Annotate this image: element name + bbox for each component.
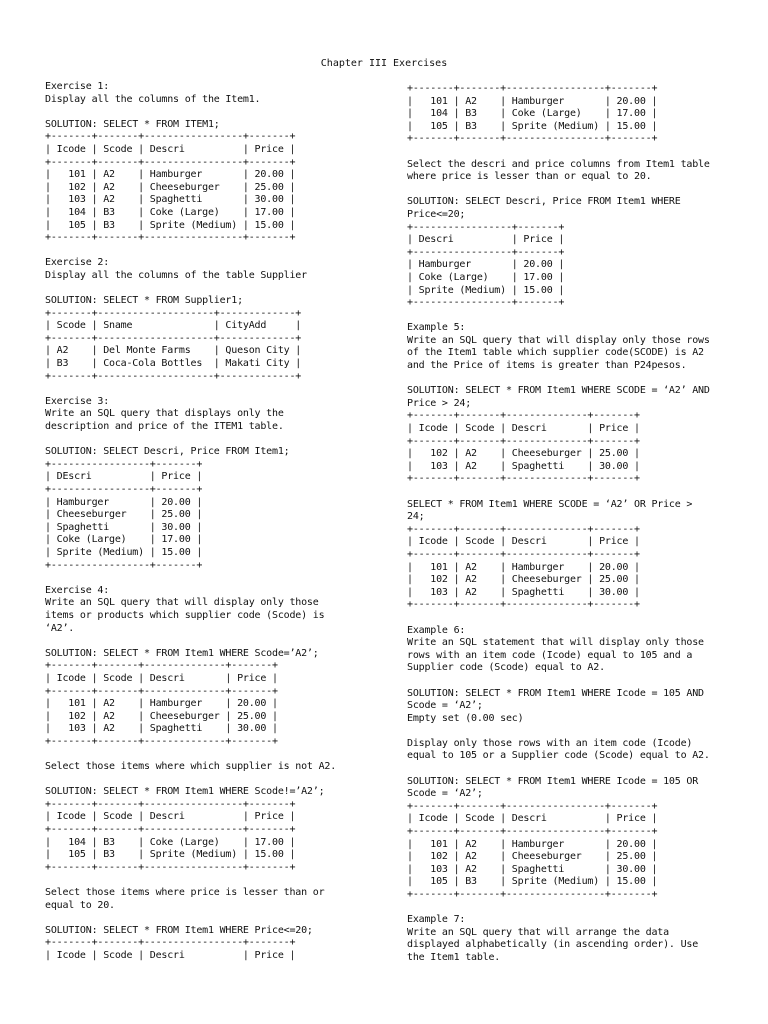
page-title: Chapter III Exercises [320, 58, 448, 69]
right-column-text: +-------+-------+-----------------+-------+ | 101 | A2 | Hamburger | 20.00 | | 104 | B3 | Coke (Large) | 17.00 | | 105 | B3 | Sprite (Medium) | 15.00 | +-------+-------+-----------------+-------+ Select the descri and price columns from Item1 table where price is lesser than or equal to 20. SOLUTION: SELECT Descri, Price FROM Item1 WHERE Price<=20; +-----------------+-------+ | Descri | Price | +-----------------+-------+ | Hamburger | 20.00 | | Coke (Large) | 17.00 | | Sprite (Medium) | 15.00 | +-----------------+-------+ Example 5: Write an SQL query that will display only those rows of the Item1 table which supplier code(SCODE) is A2 and the Price of items is greater than P24pesos. SOLUTION: SELECT * FROM Item1 WHERE SCODE = ‘A2’ AND Price > 24; +-------+-------+--------------+-------+ | Icode | Scode | Descri | Price | +-------+-------+--------------+-------+ | 102 | A2 | Cheeseburger | 25.00 | | 103 | A2 | Spaghetti | 30.00 | +-------+-------+--------------+-------+ SELECT * FROM Item1 WHERE SCODE = ‘A2’ OR Price > 24; +-------+-------+--------------+-------+ | Icode | Scode | Descri | Price | +-------+-------+--------------+-------+ | 101 | A2 | Hamburger | 20.00 | | 102 | A2 | Cheeseburger | 25.00 | | 103 | A2 | Spaghetti | 30.00 | +-------+-------+--------------+-------+ Example 6: Write an SQL statement that will display only those rows with an item code (Icode) equal to 105 and a Supplier code (Scode) equal to A2. SOLUTION: SELECT * FROM Item1 WHERE Icode = 105 AND Scode = ‘A2’; Empty set (0.00 sec) Display only those rows with an item code (Icode) equal to 105 or a Supplier code (Scode) equal to A2. SOLUTION: SELECT * FROM Item1 WHERE Icode = 105 OR Scode = ‘A2’; +-------+-------+-----------------+-------+ | Icode | Scode | Descri | Price | +-------+-------+-----------------+-------+ | 101 | A2 | Hamburger | 20.00 | | 102 | A2 | Cheeseburger | 25.00 | | 103 | A2 | Spaghetti | 30.00 | | 105 | B3 | Sprite (Medium) | 15.00 | +-------+-------+-----------------+-------+ Example 7: Write an SQL query that will arrange the data displayed alphabetically (in ascending order). Use the Item1 table. [407, 83, 710, 963]
left-column-text: Exercise 1: Display all the columns of the Item1. SOLUTION: SELECT * FROM ITEM1; +-------+-------+-----------------+-------+ | Icode | Scode | Descri | Price | +-------+-------+-----------------+-------+ | 101 | A2 | Hamburger | 20.00 | | 102 | A2 | Cheeseburger | 25.00 | | 103 | A2 | Spaghetti | 30.00 | | 104 | B3 | Coke (Large) | 17.00 | | 105 | B3 | Sprite (Medium) | 15.00 | +-------+-------+-----------------+-------+ Exercise 2: Display all the columns of the table Supplier SOLUTION: SELECT * FROM Supplier1; +-------+--------------------+-------------+ | Scode | Sname | CityAdd | +-------+--------------------+-------------+ | A2 | Del Monte Farms | Queson City | | B3 | Coca-Cola Bottles | Makati City | +-------+--------------------+-------------+ Exercise 3: Write an SQL query that displays only the description and price of the ITEM1 table. SOLUTION: SELECT Descri, Price FROM Item1; +-----------------+-------+ | DEscri | Price | +-----------------+-------+ | Hamburger | 20.00 | | Cheeseburger | 25.00 | | Spaghetti | 30.00 | | Coke (Large) | 17.00 | | Sprite (Medium) | 15.00 | +-----------------+-------+ Exercise 4: Write an SQL query that will display only those items or products which supplier code (Scode) is ‘A2’. SOLUTION: SELECT * FROM Item1 WHERE Scode=’A2’; +-------+-------+--------------+-------+ | Icode | Scode | Descri | Price | +-------+-------+--------------+-------+ | 101 | A2 | Hamburger | 20.00 | | 102 | A2 | Cheeseburger | 25.00 | | 103 | A2 | Spaghetti | 30.00 | +-------+-------+--------------+-------+ Select those items where which supplier is not A2. SOLUTION: SELECT * FROM Item1 WHERE Scode!=’A2’; +-------+-------+-----------------+-------+ | Icode | Scode | Descri | Price | +-------+-------+-----------------+-------+ | 104 | B3 | Coke (Large) | 17.00 | | 105 | B3 | Sprite (Medium) | 15.00 | +-------+-------+-----------------+-------+ Select those items where price is lesser than or equal to 20. SOLUTION: SELECT * FROM Item1 WHERE Price<=20; +-------+-------+-----------------+-------+ | Icode | Scode | Descri | Price | [45, 81, 337, 961]
